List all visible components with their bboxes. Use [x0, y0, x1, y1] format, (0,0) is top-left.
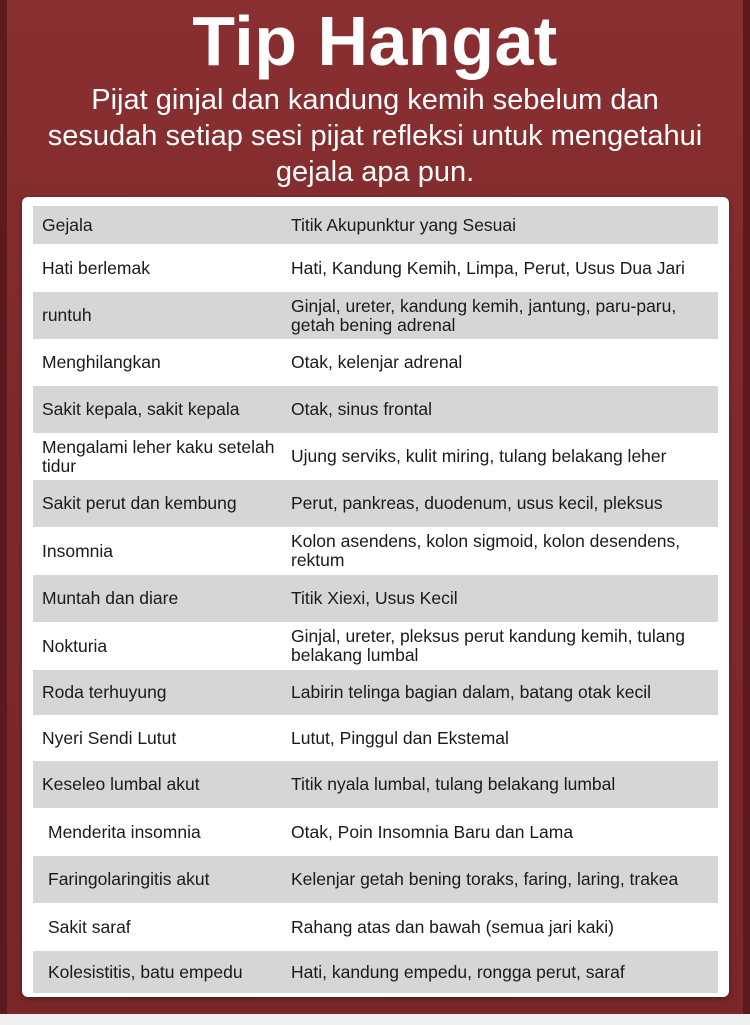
symptom-cell: Sakit perut dan kembung: [42, 493, 237, 513]
symptom-cell: runtuh: [42, 305, 92, 325]
symptom-cell: Nyeri Sendi Lutut: [42, 727, 177, 748]
page-title: Tip Hangat: [192, 2, 558, 80]
table-row: [33, 339, 718, 386]
symptom-cell: Faringolaringitis akut: [48, 869, 210, 889]
bottom-strip: [0, 1014, 750, 1025]
acupuncture-table: [33, 206, 718, 993]
points-cell: Hati, kandung empedu, rongga perut, saraf: [291, 961, 625, 982]
table-row: [33, 808, 718, 856]
symptom-cell: Muntah dan diare: [42, 588, 179, 608]
table-row: [33, 244, 718, 292]
table-row: [33, 480, 718, 527]
column-header-points: Titik Akupunktur yang Sesuai: [291, 214, 517, 235]
symptom-cell: Sakit saraf: [48, 916, 131, 937]
symptom-cell: Insomnia: [42, 540, 114, 561]
points-cell: Hati, Kandung Kemih, Limpa, Perut, Usus Dua Jari: [291, 257, 685, 278]
points-cell: Ginjal, ureter, kandung kemih, jantung, paru-paru, getah bening adrenal: [291, 295, 677, 335]
table-row: [33, 386, 718, 433]
symptom-cell: Roda terhuyung: [42, 682, 167, 702]
column-header-symptom: Gejala: [42, 214, 93, 235]
points-cell: Ginjal, ureter, pleksus perut kandung kemih, tulang belakang lumbal: [291, 626, 685, 665]
symptom-cell: Mengalami leher kaku setelah tidur: [42, 436, 275, 476]
table-header-row: [33, 206, 718, 244]
table-row: [33, 575, 718, 622]
table-row: [33, 670, 718, 715]
points-cell: Otak, sinus frontal: [291, 399, 433, 419]
symptom-cell: Menghilangkan: [42, 352, 161, 372]
symptom-cell: Keseleo lumbal akut: [42, 774, 200, 794]
table-row: [33, 433, 718, 480]
symptom-cell: Sakit kepala, sakit kepala: [42, 399, 240, 419]
table-row: [33, 622, 718, 670]
table-row: [33, 715, 718, 761]
symptom-cell: Menderita insomnia: [48, 821, 201, 842]
table-row: [33, 951, 718, 993]
points-cell: Labirin telinga bagian dalam, batang otak kecil: [291, 682, 651, 702]
points-cell: Kelenjar getah bening toraks, faring, laring, trakea: [291, 869, 679, 889]
table-row: [33, 856, 718, 903]
table-row: [33, 292, 718, 339]
table-row: [33, 761, 718, 808]
symptom-cell: Kolesistitis, batu empedu: [48, 961, 243, 982]
points-cell: Titik nyala lumbal, tulang belakang lumbal: [291, 774, 616, 794]
table-row: [33, 903, 718, 951]
points-cell: Titik Xiexi, Usus Kecil: [291, 588, 458, 608]
table-row: [33, 527, 718, 575]
symptom-cell: Hati berlemak: [42, 257, 150, 278]
points-cell: Ujung serviks, kulit miring, tulang belakang leher: [291, 446, 667, 466]
points-cell: Rahang atas dan bawah (semua jari kaki): [291, 916, 614, 937]
points-cell: Perut, pankreas, duodenum, usus kecil, pleksus: [291, 493, 663, 513]
points-cell: Otak, Poin Insomnia Baru dan Lama: [291, 821, 574, 842]
points-cell: Kolon asendens, kolon sigmoid, kolon desendens, rektum: [291, 531, 681, 570]
symptom-cell: Nokturia: [42, 635, 108, 656]
points-cell: Lutut, Pinggul dan Ekstemal: [291, 727, 509, 748]
page-subtitle: Pijat ginjal dan kandung kemih sebelum dan sesudah setiap sesi pijat refleksi untuk mengetahui gejala apa pun.: [47, 84, 703, 188]
table-card: [22, 197, 729, 997]
points-cell: Otak, kelenjar adrenal: [291, 352, 463, 372]
